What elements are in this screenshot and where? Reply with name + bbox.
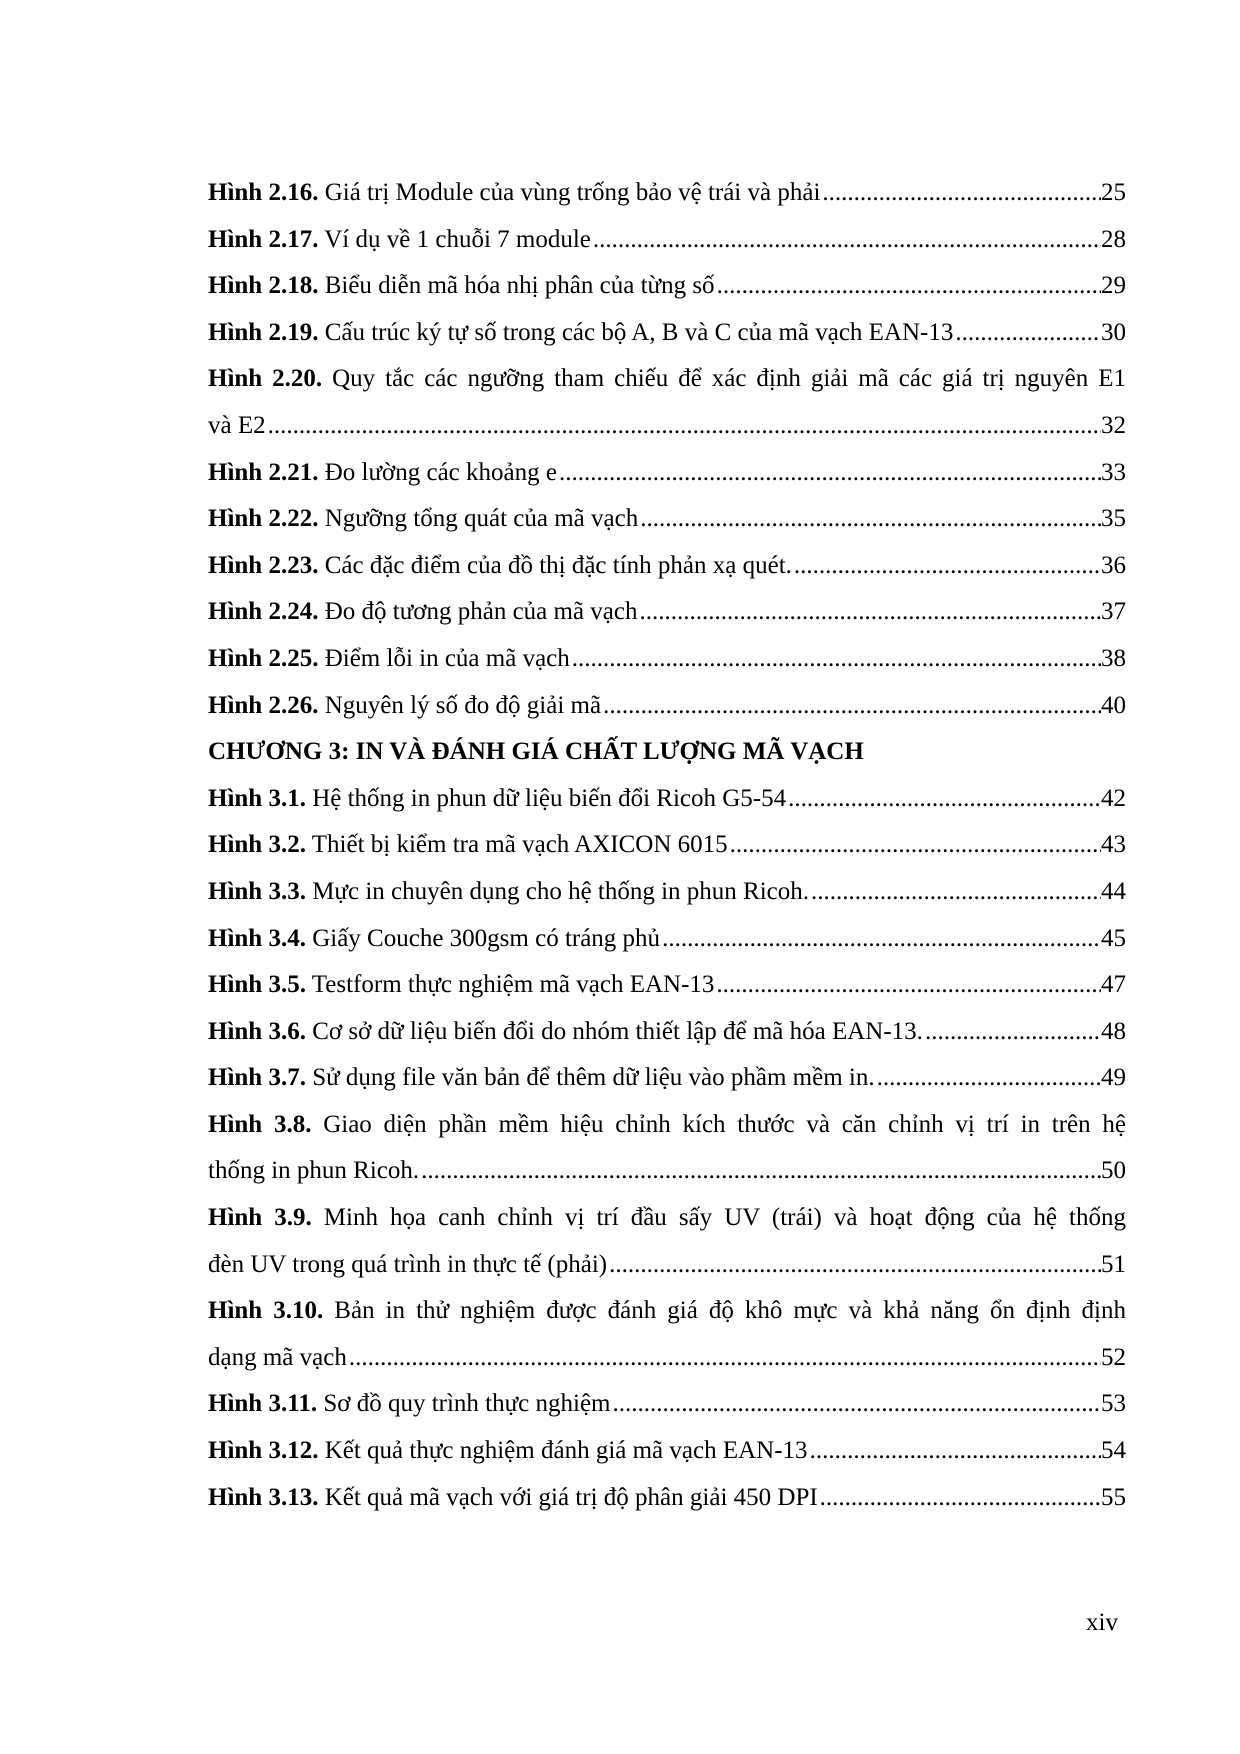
toc-entry-3-9[interactable] (208, 1195, 1126, 1242)
toc-entry-3-12[interactable] (208, 1428, 1126, 1475)
page-ref: 40 (1101, 691, 1126, 719)
page-ref: 32 (1101, 411, 1126, 439)
figure-label: Hình 3.1. (208, 784, 306, 812)
figure-title: Bản in thử nghiệm được đánh giá độ khô mực và khả năng ổn định định (323, 1297, 1126, 1325)
toc-entry-3-4[interactable] (208, 916, 1126, 963)
page-ref: 29 (1101, 272, 1126, 300)
page-ref: 53 (1101, 1390, 1126, 1418)
dot-leader (730, 822, 1101, 869)
figure-label: Hình 2.19. (208, 318, 319, 346)
figure-title: Điểm lỗi in của mã vạch (318, 644, 570, 672)
figure-label: Hình 3.8. (208, 1110, 312, 1138)
figure-label: Hình 2.26. (208, 691, 319, 719)
toc-entry-2-19[interactable] (208, 310, 1126, 357)
page-ref: 35 (1101, 505, 1126, 533)
figure-title: Giá trị Module của vùng trống bảo vệ trái và phải (318, 179, 821, 206)
figure-label: Hình 2.25. (208, 644, 319, 672)
page-ref: 55 (1101, 1483, 1126, 1511)
toc-entry-2-17[interactable] (208, 217, 1126, 264)
figure-label: Hình 3.7. (208, 1064, 306, 1092)
page-ref: 37 (1101, 598, 1126, 626)
dot-leader (593, 217, 1101, 264)
figure-title: Minh họa canh chỉnh vị trí đầu sấy UV (trái) và hoạt động của hệ thống (311, 1204, 1126, 1232)
toc-entry-3-1[interactable] (208, 776, 1126, 823)
page-ref: 43 (1101, 831, 1126, 859)
figure-title-continuation: dạng mã vạch (208, 1343, 347, 1371)
toc-entry-3-8-cont[interactable] (208, 1148, 1126, 1195)
figure-label: Hình 3.4. (208, 924, 306, 952)
dot-leader (955, 310, 1101, 357)
dot-leader (925, 1009, 1101, 1056)
page-ref: 33 (1101, 458, 1126, 486)
figure-title: Kết quả thực nghiệm đánh giá mã vạch EAN-13 (318, 1437, 808, 1465)
figure-title-continuation: thống in phun Ricoh. (208, 1157, 420, 1185)
toc-entry-3-3[interactable] (208, 869, 1126, 916)
dot-leader (822, 170, 1101, 217)
toc-entry-3-7[interactable] (208, 1055, 1126, 1102)
page-ref: 45 (1101, 924, 1126, 952)
figure-title: Cấu trúc ký tự số trong các bộ A, B và C của mã vạch EAN-13 (318, 318, 954, 346)
figure-title: Nguyên lý số đo độ giải mã (318, 691, 602, 719)
page-ref: 44 (1101, 877, 1126, 905)
dot-leader (603, 683, 1101, 730)
figure-title: Giao diện phần mềm hiệu chỉnh kích thước và căn chỉnh vị trí in trên hệ (311, 1110, 1127, 1138)
toc-entry-2-25[interactable] (208, 636, 1126, 683)
dot-leader (788, 776, 1101, 823)
figure-title: Đo độ tương phản của mã vạch (318, 598, 638, 626)
page-ref: 42 (1101, 784, 1126, 812)
page-ref: 50 (1101, 1157, 1126, 1185)
toc-entry-2-16[interactable] (208, 170, 1126, 217)
toc-entry-3-10[interactable] (208, 1288, 1126, 1335)
dot-leader (609, 1242, 1101, 1289)
dot-leader (349, 1335, 1101, 1382)
figure-title: Ngưỡng tổng quát của mã vạch (318, 505, 639, 533)
page-ref: 38 (1101, 644, 1126, 672)
toc-entry-3-2[interactable] (208, 822, 1126, 869)
page-ref: 28 (1101, 225, 1126, 253)
toc-entry-3-11[interactable] (208, 1381, 1126, 1428)
dot-leader (810, 1428, 1101, 1475)
figure-label: Hình 2.20. (208, 365, 323, 393)
dot-leader (640, 589, 1102, 636)
page-ref: 52 (1101, 1343, 1126, 1371)
figure-title: Giấy Couche 300gsm có tráng phủ (305, 924, 661, 952)
dot-leader (559, 450, 1101, 497)
page-ref: 54 (1101, 1437, 1126, 1465)
dot-leader (640, 496, 1101, 543)
figure-label: Hình 3.2. (208, 831, 306, 859)
figure-label: Hình 3.11. (208, 1390, 318, 1418)
toc-entry-3-8[interactable] (208, 1102, 1126, 1149)
figure-label: Hình 3.3. (208, 877, 306, 905)
figure-label: Hình 2.24. (208, 598, 319, 626)
figure-label: Hình 3.5. (208, 971, 306, 999)
toc-entry-2-18[interactable] (208, 263, 1126, 310)
figure-label: Hình 2.21. (208, 458, 319, 486)
figure-title: Các đặc điểm của đồ thị đặc tính phản xạ quét. (318, 551, 792, 579)
figure-label: Hình 2.17. (208, 225, 319, 253)
page-ref: 47 (1101, 971, 1126, 999)
figure-title: Hệ thống in phun dữ liệu biến đổi Ricoh G5-54 (305, 784, 787, 812)
toc-entry-3-5[interactable] (208, 962, 1126, 1009)
toc-entry-2-21[interactable] (208, 450, 1126, 497)
page-ref: 51 (1101, 1250, 1126, 1278)
figure-label: Hình 3.12. (208, 1437, 319, 1465)
figure-label: Hình 3.6. (208, 1017, 306, 1045)
dot-leader (877, 1055, 1101, 1102)
page-ref: 30 (1101, 318, 1126, 346)
dot-leader (662, 916, 1101, 963)
list-of-figures (208, 170, 1126, 1521)
dot-leader (820, 1475, 1101, 1522)
figure-label: Hình 2.22. (208, 505, 319, 533)
page-ref: 36 (1101, 551, 1126, 579)
chapter-heading[interactable]: CHƯƠNG 3: IN VÀ ĐÁNH GIÁ CHẤT LƯỢNG MÃ VẠCH (208, 738, 864, 766)
figure-title: Biểu diễn mã hóa nhị phân của từng số (318, 272, 715, 300)
figure-title: Kết quả mã vạch với giá trị độ phân giải 450 DPI (318, 1483, 818, 1511)
page-ref: 25 (1101, 179, 1126, 206)
figure-title-continuation: và E2 (208, 411, 266, 439)
dot-leader (717, 263, 1101, 310)
figure-title-continuation: đèn UV trong quá trình in thực tế (phải) (208, 1250, 608, 1278)
figure-label: Hình 3.9. (208, 1204, 312, 1232)
dot-leader (572, 636, 1101, 683)
figure-label: Hình 2.18. (208, 272, 319, 300)
toc-entry-3-6[interactable] (208, 1009, 1126, 1056)
page-number: xiv (1086, 1609, 1118, 1636)
toc-entry-2-26[interactable] (208, 683, 1126, 730)
page-ref: 48 (1101, 1017, 1126, 1045)
dot-leader (613, 1381, 1102, 1428)
figure-title: Sơ đồ quy trình thực nghiệm (317, 1390, 611, 1418)
figure-label: Hình 3.13. (208, 1483, 319, 1511)
figure-title: Ví dụ về 1 chuỗi 7 module (318, 225, 591, 253)
dot-leader (794, 543, 1101, 590)
figure-title: Thiết bị kiểm tra mã vạch AXICON 6015 (305, 831, 728, 859)
toc-entry-2-22[interactable] (208, 496, 1126, 543)
toc-entry-2-20[interactable] (208, 356, 1126, 403)
toc-entry-3-10-cont[interactable] (208, 1335, 1126, 1382)
figure-title: Quy tắc các ngưỡng tham chiếu để xác định giải mã các giá trị nguyên E1 (322, 365, 1126, 393)
figure-title: Mực in chuyên dụng cho hệ thống in phun Ricoh. (305, 877, 810, 905)
figure-title: Đo lường các khoảng e (318, 458, 557, 486)
figure-title: Cơ sở dữ liệu biến đổi do nhóm thiết lập để mã hóa EAN-13. (305, 1017, 923, 1045)
dot-leader (268, 403, 1101, 450)
figure-title: Sử dụng file văn bản để thêm dữ liệu vào phầm mềm in. (305, 1064, 875, 1092)
dot-leader (716, 962, 1101, 1009)
page-ref: 49 (1101, 1064, 1126, 1092)
toc-entry-3-13[interactable] (208, 1475, 1126, 1522)
toc-entry-2-20-cont[interactable] (208, 403, 1126, 450)
figure-label: Hình 2.16. (208, 179, 319, 206)
dot-leader (421, 1148, 1101, 1195)
toc-entry-3-9-cont[interactable] (208, 1242, 1126, 1289)
toc-entry-2-23[interactable] (208, 543, 1126, 590)
figure-label: Hình 3.10. (208, 1297, 324, 1325)
figure-title: Testform thực nghiệm mã vạch EAN-13 (305, 971, 715, 999)
dot-leader (811, 869, 1101, 916)
figure-label: Hình 2.23. (208, 551, 319, 579)
toc-entry-2-24[interactable] (208, 589, 1126, 636)
